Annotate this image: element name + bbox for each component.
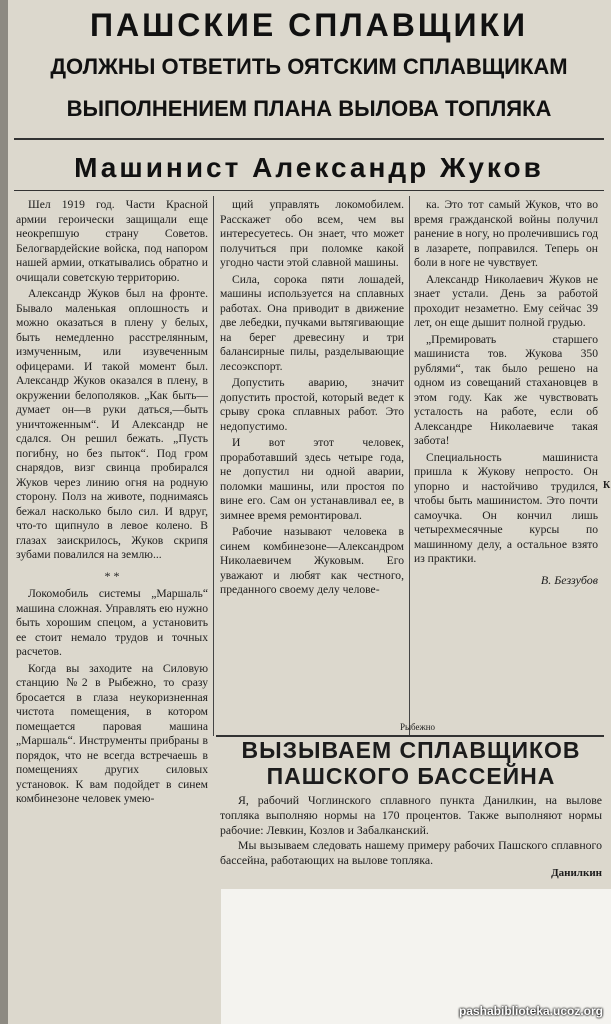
- paragraph: Когда вы заходите на Силовую станцию №2 в Рыбежно, то сразу бросается в глаза неукоризненная чистота помещения, в котором помещается паровая машина „Маршаль“. Инструменты прибраны в порядок, что не всегда встречаешь в помещениях других силовых установок. К вам подойдет в синем комбинезоне человек умею-: [16, 661, 208, 805]
- paragraph: И вот этот человек, проработавший здесь четыре года, не допустил ни одной аварии, поломки машины, или простоя по вине его. Сам он устанавливал ее, в зимнее время ремонтировал.: [220, 436, 404, 522]
- article-column-1: [16, 198, 208, 809]
- column-divider: [409, 196, 410, 736]
- headline-line-1: ПАШСКИЕ СПЛАВЩИКИ: [89, 7, 529, 43]
- paragraph: „Премировать старшего машиниста тов. Жукова 350 рублями“, так было решено на одном из совещаний стахановцев в этом году. Как же чувствовать усталость на работе, если об Александре Николаевиче такая забота!: [414, 332, 598, 447]
- paragraph: Допустить аварию, значит допустить простой, который ведет к срыву срока сплавных работ. Это недопустимо.: [220, 376, 404, 433]
- paragraph: Я, рабочий Чоглинского сплавного пункта Данилкин, на вылове топляка выполняю нормы на 170 процентов. Также выполняют нормы рабочие: Левкин, Козлов и Забалканский.: [220, 793, 602, 837]
- headline-line-3: ВЫПОЛНЕНИЕМ ПЛАНА ВЫЛОВА ТОПЛЯКА: [66, 96, 552, 121]
- article-title: Машинист Александр Жуков: [74, 152, 544, 183]
- paragraph: Специальность машиниста пришла к Жукову непросто. Он упорно и настойчиво трудился, чтобы быть машинистом. Это почти самоучка. Он кончил лишь четырехмесячные курсы по машинному делу, а остальное взято из практики.: [414, 450, 598, 565]
- appeal-title-2: ПАШСКОГО БАССЕЙНА: [266, 763, 556, 789]
- column-divider: [213, 196, 214, 736]
- edge-fragment: К: [603, 480, 611, 491]
- article-column-2: [220, 198, 404, 600]
- article-column-3: [414, 198, 598, 587]
- paragraph: Рабочие называют человека в синем комбинезоне—Александром Николаевичем Жуковым. Его уважают и любят как честного, преданного своему делу челове-: [220, 525, 404, 596]
- paragraph: Шел 1919 год. Части Красной армии героически защищали еще неокрепшую страну Советов. Белогвардейские войска, под напором нашей армии, откатывались обратно и очищали советскую территорию.: [16, 198, 208, 284]
- title-rule: [14, 190, 604, 191]
- headline-line-2: ДОЛЖНЫ ОТВЕТИТЬ ОЯТСКИМ СПЛАВЩИКАМ: [50, 54, 568, 79]
- appeal-box: [220, 737, 602, 885]
- paragraph: щий управлять локомобилем. Расскажет обо всем, чем вы интересуетесь. Он знает, что может получиться при поломке какой угодно части этой славной машины.: [220, 198, 404, 269]
- headline-rule: [14, 138, 604, 140]
- appeal-author: Данилкин: [551, 867, 602, 879]
- paragraph: Мы вызываем следовать нашему примеру рабочих Пашского сплавного бассейна, работающих на вылове топляка.: [220, 838, 602, 867]
- paragraph: Александр Николаевич Жуков не знает устали. День за работой проходит незаметно. Ему сейчас 39 лет, он еще дышит полной грудью.: [414, 272, 598, 329]
- paragraph: Александр Жуков был на фронте. Бывало маленькая оплошность и можно оказаться в плену у белых, быть немедленно расстрелянным, измученным, или изувеченным офицерами. И такой момент был. Александр Жуков оказался в плену, в окружении белополяков. „Как быть—думает он—в руки даться,—быть уничтоженным“. И Александр не сдался. Он решил бежать. „Пусть погибну, но без пыток“. Под гром снарядов, визг свинца пробирался Жуков через линию огня на родную сторону. Полз на животе, поднимаясь бежал насколько было сил. И вдруг, что-то щипнуло в левое колено. В глазах заискрилось, Жуков скрипя зубами повалился на землю...: [16, 287, 208, 561]
- appeal-text: [220, 793, 602, 881]
- article-author: В. Беззубов: [540, 572, 598, 587]
- article-place: Рыбежно: [400, 722, 436, 732]
- paragraph: Сила, сорока пяти лошадей, машины используется на сплавных работах. Она приводит в движение две лебедки, пучками вытягивающие на берег древесину и три балансирные пилы, разделывающие лесоэкспорт.: [220, 272, 404, 373]
- paragraph: Локомобиль системы „Маршаль“ машина сложная. Управлять ею нужно быть хорошим спецом, а установить ее стоит немало трудов и точных расчетов.: [16, 587, 208, 658]
- section-separator: * *: [104, 568, 120, 583]
- watermark: pashabiblioteka.ucoz.org: [458, 1004, 603, 1018]
- appeal-title-1: ВЫЗЫВАЕМ СПЛАВЩИКОВ: [241, 737, 581, 763]
- adjacent-page-edge: [0, 0, 8, 1024]
- paragraph: ка. Это тот самый Жуков, что во время гражданской войны получил ранение в ногу, но пролечившись год в лазарете, поправился. Теперь он боли в ноге не чувствует.: [414, 198, 598, 269]
